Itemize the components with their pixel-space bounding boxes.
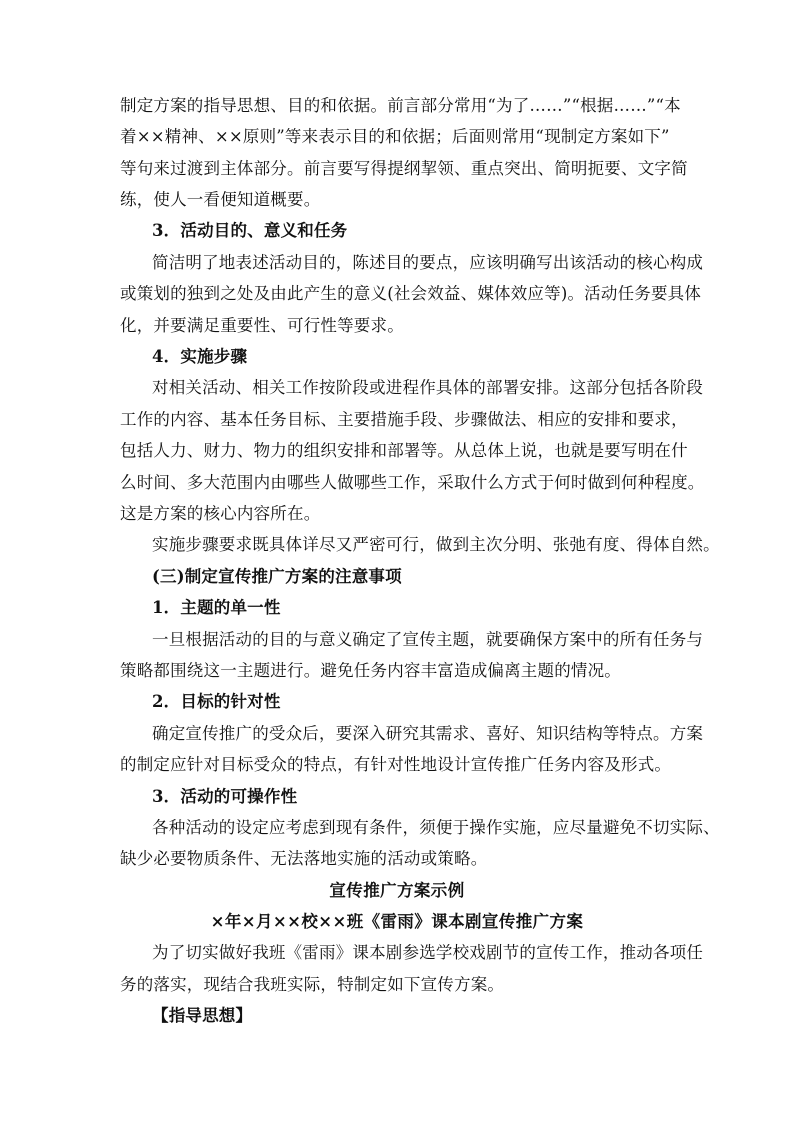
text-line: 练，使人一看便知道概要。 [120, 190, 321, 209]
text-line: 为了切实做好我班《雷雨》课本剧参选学校戏剧节的宣传工作，推动各项任 [152, 943, 704, 962]
text-line: 化，并要满足重要性、可行性等要求。 [120, 316, 404, 335]
section-heading: 4．实施步骤 [152, 347, 248, 366]
text-line: 工作的内容、基本任务目标、主要措施手段、步骤做法、相应的安排和要求， [120, 410, 688, 429]
text-line: 确定宣传推广的受众后，要深入研究其需求、喜好、知识结构等特点。方案 [152, 724, 704, 743]
text-line: 等句来过渡到主体部分。前言要写得提纲挈领、重点突出、简明扼要、文字简 [120, 159, 688, 178]
section-heading: (三)制定宣传推广方案的注意事项 [152, 567, 402, 586]
section-heading: 【指导思想】 [152, 1006, 253, 1025]
text-line: 包括人力、财力、物力的组织安排和部署等。从总体上说，也就是要写明在什 [120, 441, 688, 460]
text-line: 策略都围绕这一主题进行。避免任务内容丰富造成偏离主题的情况。 [120, 661, 621, 680]
text-line: 各种活动的设定应考虑到现有条件，须便于操作实施，应尽量避免不切实际、 [152, 818, 720, 837]
text-line: 一旦根据活动的目的与意义确定了宣传主题，就要确保方案中的所有任务与 [152, 630, 704, 649]
text-line: 对相关活动、相关工作按阶段或进程作具体的部署安排。这部分包括各阶段 [152, 378, 704, 397]
text-line: 实施步骤要求既具体详尽又严密可行，做到主次分明、张弛有度、得体自然。 [152, 535, 720, 554]
text-line: 务的落实，现结合我班实际，特制定如下宣传方案。 [120, 975, 505, 994]
text-line: 着××精神、××原则”等来表示目的和依据；后面则常用“现制定方案如下” [120, 127, 670, 146]
section-heading: 3．活动的可操作性 [152, 787, 298, 806]
section-heading: 3．活动目的、意义和任务 [152, 221, 348, 240]
text-line: 制定方案的指导思想、目的和依据。前言部分常用“为了……”“根据……”“本 [120, 96, 681, 115]
example-subtitle: ×年×月××校××班《雷雨》课本剧宣传推广方案 [210, 912, 584, 931]
text-line: 或策划的独到之处及由此产生的意义(社会效益、媒体效应等)。活动任务要具体 [120, 284, 702, 303]
example-title: 宣传推广方案示例 [329, 881, 465, 900]
text-line: 缺少必要物质条件、无法落地实施的活动或策略。 [120, 849, 488, 868]
text-line: 么时间、多大范围内由哪些人做哪些工作，采取什么方式于何时做到何种程度。 [120, 473, 705, 492]
text-line: 简洁明了地表述活动目的，陈述目的要点，应该明确写出该活动的核心构成 [152, 253, 704, 272]
text-line: 的制定应针对目标受众的特点，有针对性地设计宣传推广任务内容及形式。 [120, 755, 672, 774]
section-heading: 1．主题的单一性 [152, 598, 281, 617]
section-heading: 2．目标的针对性 [152, 692, 281, 711]
text-line: 这是方案的核心内容所在。 [120, 504, 321, 523]
